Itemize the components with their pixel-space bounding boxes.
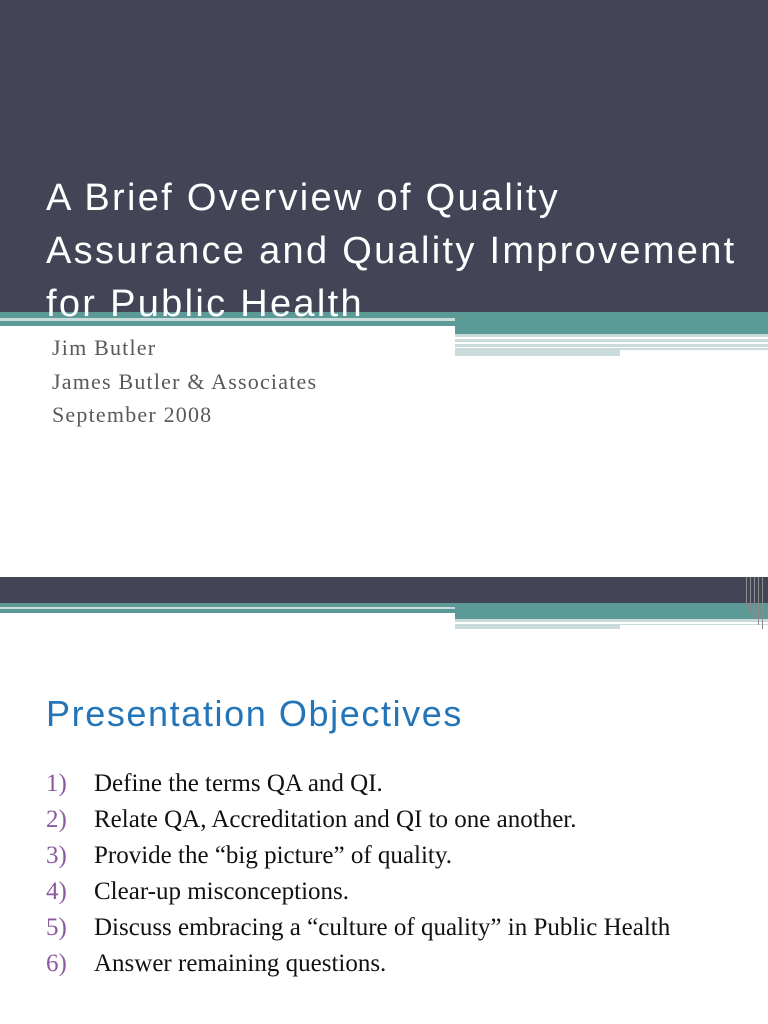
organization-name: James Butler & Associates [52,369,318,394]
list-number: 2) [46,806,67,833]
list-number: 1) [46,770,67,797]
list-item [46,767,746,801]
objectives-slide [0,577,768,1024]
list-number: 5) [46,914,67,941]
list-item [46,875,746,909]
list-item [46,839,746,873]
presentation-title: A Brief Overview of Quality Assurance and Quality Improvement for Public Health [46,177,737,325]
list-number: 4) [46,878,67,905]
presentation-date: September 2008 [52,402,213,427]
list-text: Discuss embracing a “culture of quality” in Public Health [94,914,671,941]
list-text: Define the terms QA and QI. [94,770,383,797]
list-number: 6) [46,950,67,977]
list-item [46,803,746,837]
slide-heading: Presentation Objectives [46,693,463,734]
list-number: 3) [46,842,67,869]
list-text: Provide the “big picture” of quality. [94,842,452,869]
list-text: Relate QA, Accreditation and QI to one another. [94,806,577,833]
list-text: Clear-up misconceptions. [94,878,349,905]
list-item [46,947,746,981]
header-band [0,577,768,603]
author-name: Jim Butler [52,335,157,360]
list-text: Answer remaining questions. [94,950,387,977]
stripe-highlight [0,607,455,609]
objectives-list [46,767,746,983]
list-item [46,911,746,945]
